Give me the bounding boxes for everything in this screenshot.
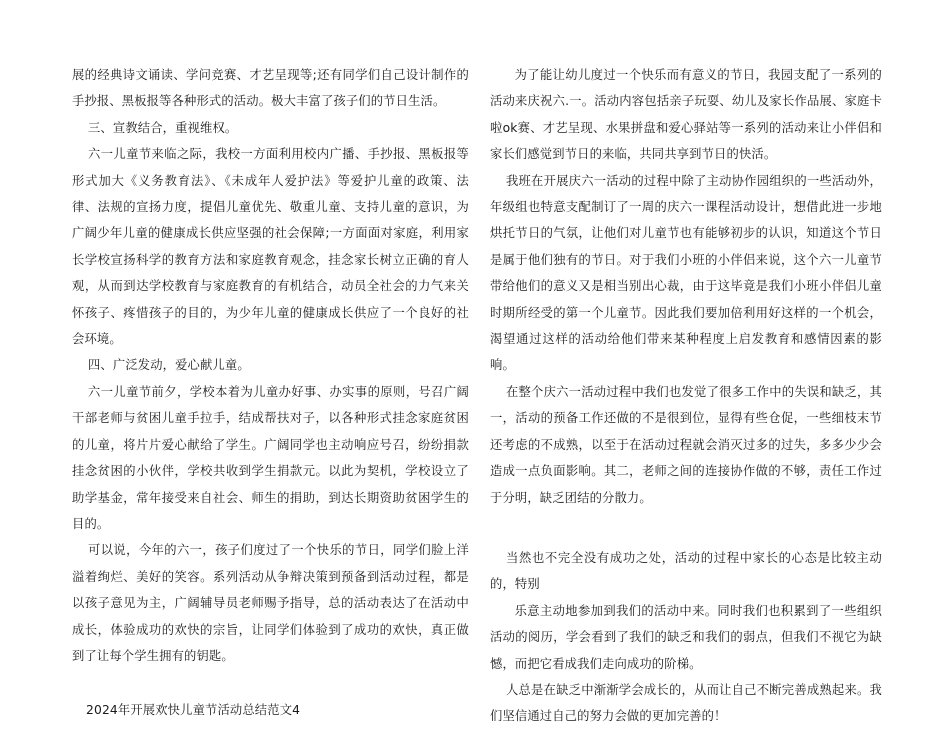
paragraph: 展的经典诗文诵读、学问竞赛、才艺呈现等;还有同学们自己设计制作的手抄报、黑板报等各种形式的活动。极大丰富了孩子们的节日生活。	[72, 68, 469, 109]
document-title: 2024年开展欢快儿童节活动总结范文4	[86, 703, 301, 718]
paragraph: 当然也不完全没有成功之处，活动的过程中家长的心态是比较主动的，特别	[490, 550, 882, 592]
left-column	[72, 62, 469, 724]
paragraph: 我班在开展庆六一活动的过程中除了主动协作园组织的一些活动外，年级组也特意支配制订了一周的庆六一课程活动设计，想借此进一步地烘托节日的气氛，让他们对儿童节也有能够初步的认识，知道这个节日是属于他们独有的节日。对于我们小班的小伴侣来说，这个六一儿童节带给他们的意义又是相当别出心裁，由于这毕竟是我们小班小伴侣儿童时期所经受的第一个儿童节。因此我们要加倍利用好这样的一个机会，渴望通过这样的活动给他们带来某种程度上启发教育和感情因素的影响。	[490, 173, 882, 373]
paragraph: 为了能让幼儿度过一个快乐而有意义的节日，我园支配了一系列的活动来庆祝六.一。活动内容包括亲子玩耍、幼儿及家长作品展、家庭卡啦ok赛、才艺呈现、水果拼盘和爱心驿站等一系列的活动来让小伴侣和家长们感觉到节日的来临，共同共享到节日的快活。	[490, 68, 882, 162]
paragraph: 六一儿童节来临之际，我校一方面利用校内广播、手抄报、黑板报等形式加大《义务教育法》、《未成年人爱护法》等爱护儿童的政策、法律、法规的宣扬力度，提倡儿童优先、敬重儿童、支持儿童的意识，为广阔少年儿童的健康成长供应坚强的社会保障;一方面面对家庭，利用家长学校宣扬科学的教育方法和家庭教育观念，挂念家长树立正确的育人观，从而到达学校教育与家庭教育的有机结合，动员全社会的力气来关怀孩子、疼惜孩子的目的，为少年儿童的健康成长供应了一个良好的社会环境。	[72, 147, 469, 347]
paragraph: 六一儿童节前夕，学校本着为儿童办好事、办实事的原则，号召广阔干部老师与贫困儿童手拉手，结成帮扶对子，以各种形式挂念家庭贫困的儿童，将片片爱心献给了学生。广阔同学也主动响应号召，纷纷捐款挂念贫困的小伙伴，学校共收到学生捐款元。以此为契机，学校设立了助学基金，常年接受来自社会、师生的捐助，到达长期资助贫困学生的目的。	[72, 384, 469, 531]
paragraph: 在整个庆六一活动过程中我们也发觉了很多工作中的失误和缺乏，其一，活动的预备工作还做的不是很到位，显得有些仓促，一些细枝末节还考虑的不成熟，以至于在活动过程就会消灭过多的过失，多多少少会造成一点负面影响。其二，老师之间的连接协作做的不够，责任工作过于分明，缺乏团结的分散力。	[490, 384, 882, 505]
paragraph: 乐意主动地参加到我们的活动中来。同时我们也积累到了一些组织活动的阅历，学会看到了我们的缺乏和我们的弱点，但我们不视它为缺憾，而把它看成我们走向成功的阶梯。	[490, 603, 882, 671]
paragraph: 人总是在缺乏中渐渐学会成长的，从而让自己不断完善成熟起来。我们坚信通过自己的努力会做的更加完善的！	[490, 682, 882, 724]
section-heading-4: 四、广泛发动，爱心献儿童。	[87, 358, 250, 373]
paragraph: 可以说，今年的六一，孩子们度过了一个快乐的节日，同学们脸上洋溢着绚烂、美好的笑容。系列活动从争辩决策到预备到活动过程，都是以孩子意见为主，广阔辅导员老师赐予指导，总的活动表达了在活动中成长，体验成功的欢快的宗旨，让同学们体验到了成功的欢快，真正做到了让每个学生拥有的钥匙。	[72, 543, 469, 663]
section-heading-3: 三、宣教结合，重视维权。	[87, 120, 238, 135]
right-column	[490, 62, 882, 730]
